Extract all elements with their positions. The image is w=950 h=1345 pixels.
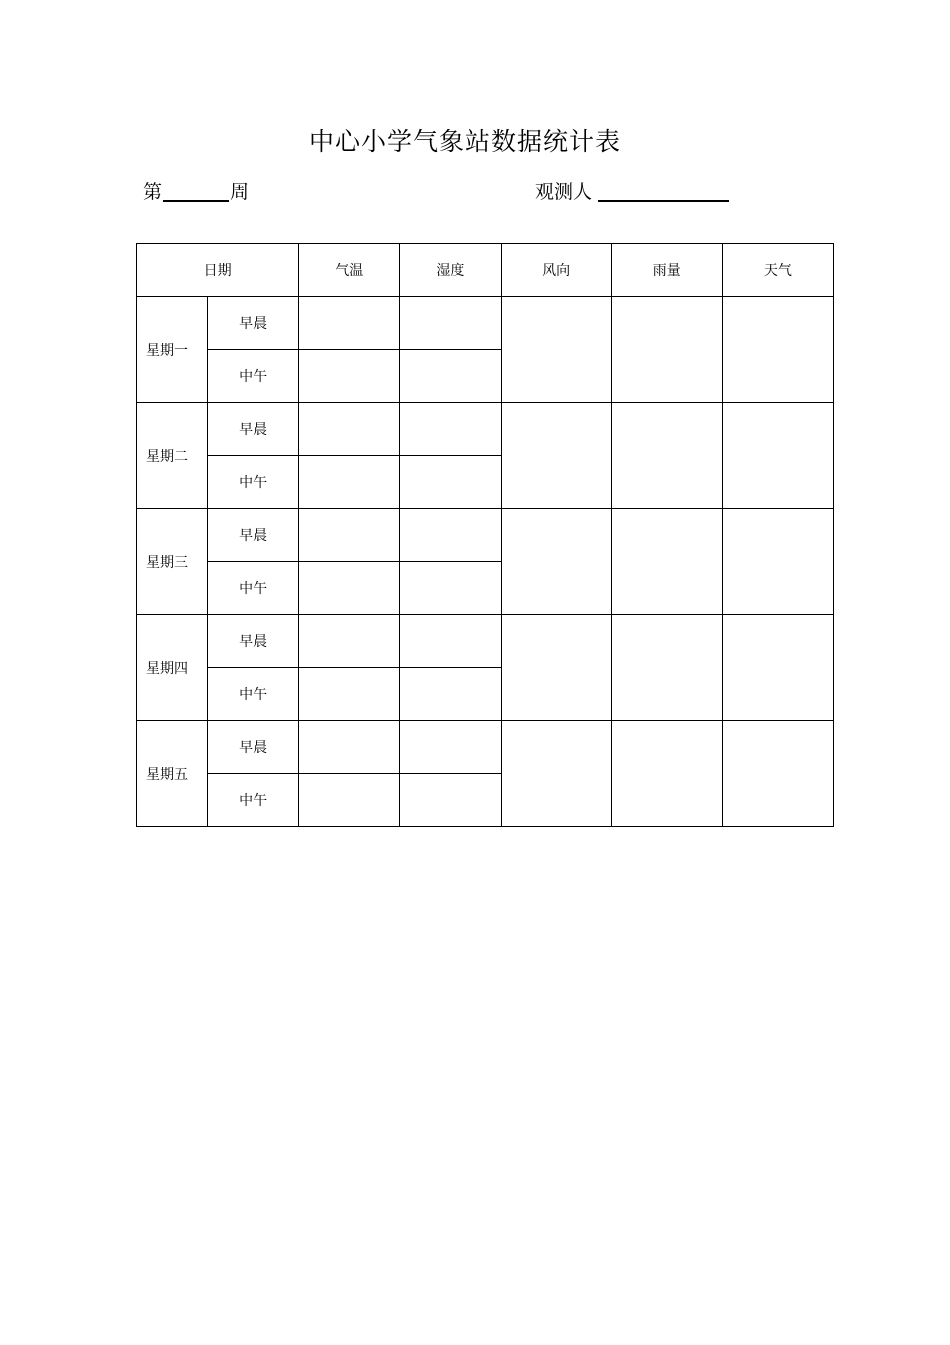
col-header-rainfall: 雨量 [611,244,722,297]
humidity-cell[interactable] [400,350,501,403]
day-label-tuesday: 星期二 [137,403,208,509]
wind-direction-cell[interactable] [501,297,611,403]
rainfall-cell[interactable] [611,509,722,615]
wind-direction-cell[interactable] [501,403,611,509]
day-label-thursday: 星期四 [137,615,208,721]
week-suffix: 周 [230,181,250,203]
slot-label-noon: 中午 [208,562,299,615]
week-blank[interactable] [163,178,229,202]
col-header-wind-direction: 风向 [501,244,611,297]
rainfall-cell[interactable] [611,297,722,403]
observer-label: 观测人 [535,181,593,203]
day-label-wednesday: 星期三 [137,509,208,615]
humidity-cell[interactable] [400,403,501,456]
humidity-cell[interactable] [400,562,501,615]
weather-cell[interactable] [722,509,833,615]
week-field [143,178,249,206]
table-header-row [137,244,834,297]
temperature-cell[interactable] [299,456,400,509]
humidity-cell[interactable] [400,456,501,509]
humidity-cell[interactable] [400,721,501,774]
table-row [137,403,834,456]
wind-direction-cell[interactable] [501,721,611,827]
observer-blank[interactable] [598,178,729,202]
slot-label-morning: 早晨 [208,721,299,774]
humidity-cell[interactable] [400,297,501,350]
weather-cell[interactable] [722,615,833,721]
page-title: 中心小学气象站数据统计表 [308,127,621,156]
weather-cell[interactable] [722,721,833,827]
temperature-cell[interactable] [299,774,400,827]
day-label-friday: 星期五 [137,721,208,827]
humidity-cell[interactable] [400,615,501,668]
slot-label-morning: 早晨 [208,509,299,562]
temperature-cell[interactable] [299,721,400,774]
slot-label-morning: 早晨 [208,297,299,350]
slot-label-morning: 早晨 [208,615,299,668]
table-row [137,615,834,668]
slot-label-morning: 早晨 [208,403,299,456]
day-label-monday: 星期一 [137,297,208,403]
temperature-cell[interactable] [299,403,400,456]
wind-direction-cell[interactable] [501,615,611,721]
temperature-cell[interactable] [299,350,400,403]
week-prefix: 第 [143,181,163,203]
humidity-cell[interactable] [400,668,501,721]
col-header-date: 日期 [137,244,299,297]
col-header-weather: 天气 [722,244,833,297]
weather-cell[interactable] [722,297,833,403]
wind-direction-cell[interactable] [501,509,611,615]
temperature-cell[interactable] [299,668,400,721]
table-row [137,509,834,562]
slot-label-noon: 中午 [208,350,299,403]
humidity-cell[interactable] [400,774,501,827]
temperature-cell[interactable] [299,509,400,562]
rainfall-cell[interactable] [611,615,722,721]
weather-data-table [136,243,834,827]
rainfall-cell[interactable] [611,721,722,827]
table-row [137,721,834,774]
observer-field [535,178,729,206]
temperature-cell[interactable] [299,297,400,350]
temperature-cell[interactable] [299,615,400,668]
weather-cell[interactable] [722,403,833,509]
table-row [137,297,834,350]
slot-label-noon: 中午 [208,774,299,827]
slot-label-noon: 中午 [208,456,299,509]
rainfall-cell[interactable] [611,403,722,509]
col-header-temperature: 气温 [299,244,400,297]
slot-label-noon: 中午 [208,668,299,721]
humidity-cell[interactable] [400,509,501,562]
temperature-cell[interactable] [299,562,400,615]
col-header-humidity: 湿度 [400,244,501,297]
